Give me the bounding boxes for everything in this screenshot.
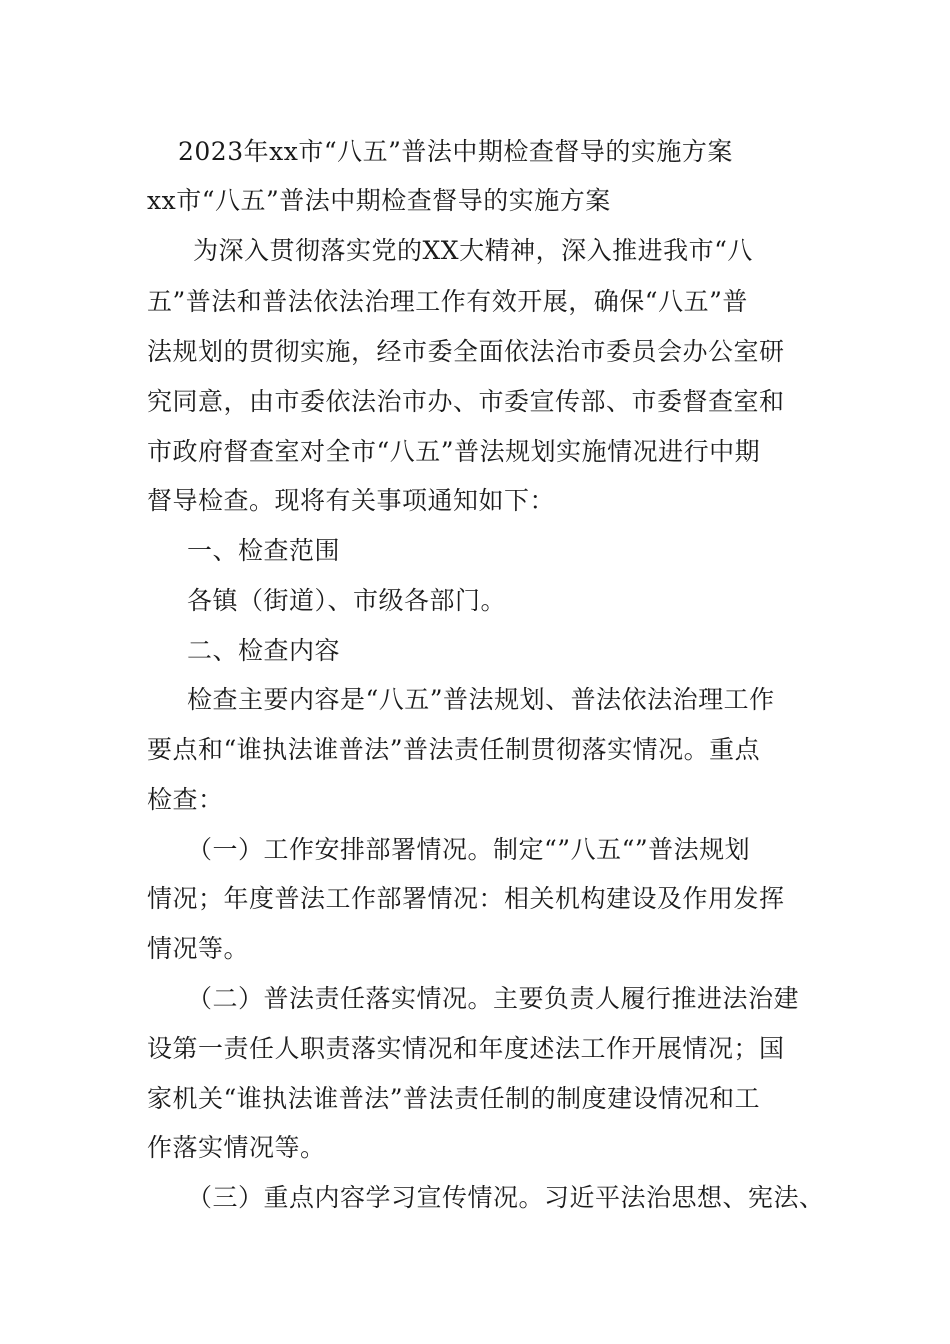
item2-line: 设第一责任人职责落实情况和年度述法工作开展情况；国 [147, 1034, 785, 1063]
intro-line: 五”普法和普法依法治理工作有效开展，确保“八五”普 [147, 287, 748, 316]
section1-heading: 一、检查范围 [187, 536, 341, 565]
intro-line: 究同意，由市委依法治市办、市委宣传部、市委督查室和 [147, 387, 785, 416]
item2-line: 作落实情况等。 [147, 1133, 326, 1162]
section2-intro-line: 要点和“谁执法谁普法”普法责任制贯彻落实情况。重点 [147, 735, 761, 764]
item2-line: （二）普法责任落实情况。主要负责人履行推进法治建 [187, 984, 800, 1013]
section2-heading: 二、检查内容 [187, 636, 341, 665]
intro-line: 为深入贯彻落实党的XX大精神，深入推进我市“八 [193, 236, 753, 265]
intro-line: 法规划的贯彻实施，经市委全面依法治市委员会办公室研 [147, 337, 785, 366]
section1-body: 各镇（街道）、市级各部门。 [187, 586, 507, 615]
section2-intro-line: 检查： [147, 785, 224, 814]
item1-line: 情况等。 [147, 934, 250, 963]
item1-line: 情况；年度普法工作部署情况：相关机构建设及作用发挥 [147, 884, 785, 913]
intro-line: 市政府督查室对全市“八五”普法规划实施情况进行中期 [147, 437, 761, 466]
document-title: 2023年xx市“八五”普法中期检查督导的实施方案 [178, 137, 733, 166]
document-subtitle: xx市“八五”普法中期检查督导的实施方案 [147, 186, 611, 215]
item2-line: 家机关“谁执法谁普法”普法责任制的制度建设情况和工 [147, 1084, 761, 1113]
item3-line: （三）重点内容学习宣传情况。习近平法治思想、宪法、 [187, 1183, 825, 1212]
section2-intro-line: 检查主要内容是“八五”普法规划、普法依法治理工作 [187, 685, 775, 714]
item1-line: （一）工作安排部署情况。制定“”八五“”普法规划 [187, 835, 751, 864]
intro-line: 督导检查。现将有关事项通知如下： [147, 486, 556, 515]
